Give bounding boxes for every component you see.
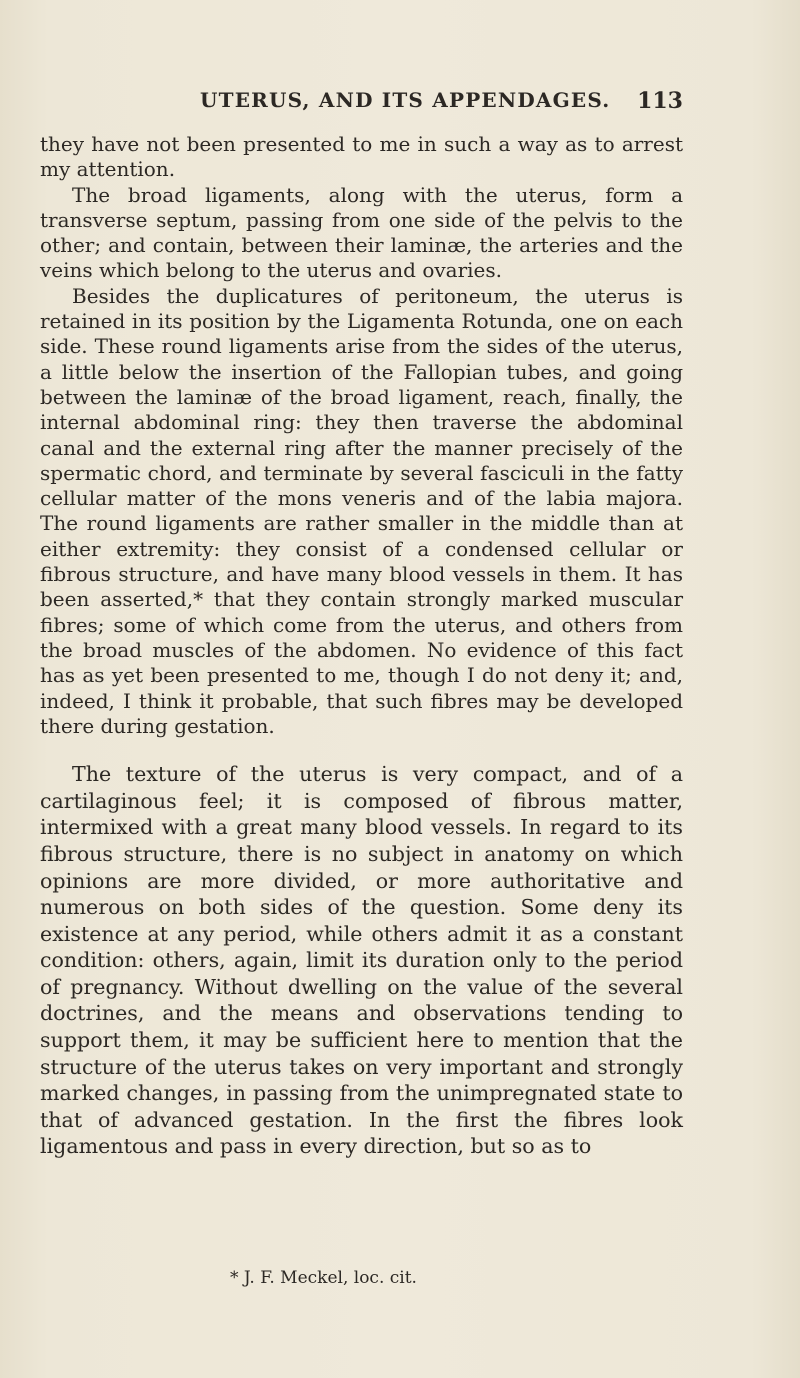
paragraph-continuation: they have not been presented to me in such a way as to arrest my attention. [40, 132, 683, 182]
body-text [40, 132, 683, 1160]
running-head: UTERUS, AND ITS APPENDAGES. [200, 88, 611, 112]
page-header [40, 88, 683, 114]
paragraph-broad-ligaments: The broad ligaments, along with the uterus, form a transverse septum, passing from one side of the pelvis to the other; and contain, between their laminæ, the arteries and the veins which belong to the uterus and ovaries. [40, 182, 683, 283]
page-number: 113 [637, 88, 683, 114]
paragraph-uterus-texture: The texture of the uterus is very compact, and of a cartilaginous feel; it is composed of fibrous matter, intermixed with a great many blood vessels. In regard to its fibrous structure, there is no subject in anatomy on which opinions are more divided, or more authoritative and numerous on both sides of the question. Some deny its existence at any period, while others admit it as a constant condition: others, again, limit its duration only to the period of pregnancy. Without dwelling on the value of the several doctrines, and the means and observations tending to support them, it may be sufficient here to mention that the structure of the uterus takes on very important and strongly marked changes, in passing from the unimpregnated state to that of advanced gestation. In the first the fibres look ligamentous and pass in every direction, but so as to [40, 762, 683, 1159]
footnote: * J. F. Meckel, loc. cit. [230, 1268, 417, 1288]
paragraph-round-ligaments: Besides the duplicatures of peritoneum, the uterus is retained in its position by the Ligamenta Rotunda, one on each side. These round ligaments arise from the sides of the uterus, a little below the insertion of the Fallopian tubes, and going between the laminæ of the broad ligament, reach, finally, the internal abdominal ring: they then traverse the abdominal canal and the external ring after the manner precisely of the spermatic chord, and terminate by several fasciculi in the fatty cellular matter of the mons veneris and of the labia majora. The round ligaments are rather smaller in the middle than at either extremity: they consist of a condensed cellular or fibrous structure, and have many blood vessels in them. It has been asserted,* that they contain strongly marked muscular fibres; some of which come from the uterus, and others from the broad muscles of the abdomen. No evidence of this fact has as yet been presented to me, though I do not deny it; and, indeed, I think it probable, that such fibres may be developed there during gestation. [40, 283, 683, 738]
